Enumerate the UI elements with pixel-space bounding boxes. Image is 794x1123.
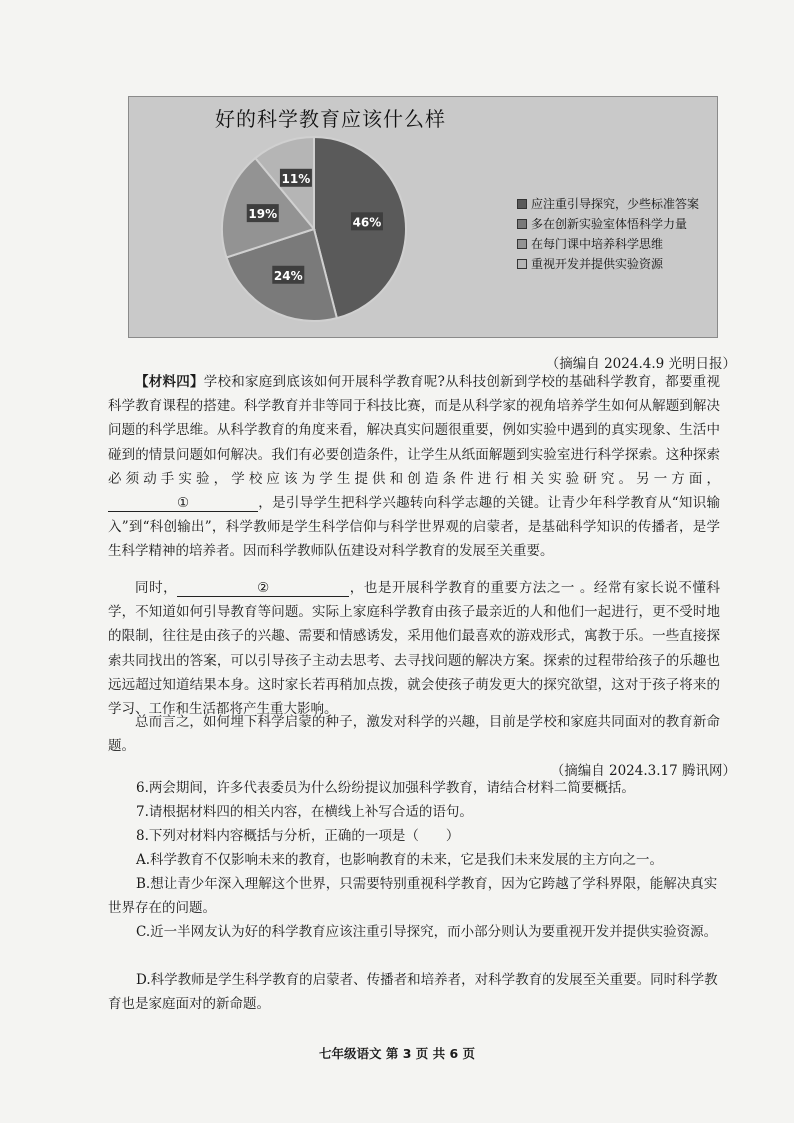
pie-data-label-1: 46% bbox=[352, 215, 382, 230]
legend-swatch-3 bbox=[517, 239, 527, 249]
legend-item-3 bbox=[517, 234, 699, 254]
question-8: 8.下列对材料内容概括与分析，正确的一项是（ ） bbox=[136, 828, 460, 844]
pie-chart bbox=[128, 96, 718, 338]
option-c[interactable]: C.近一半网友认为好的科学教育应该注重引导探究，而小部分则认为要重视开发并提供实验资源。 bbox=[136, 924, 718, 940]
legend-item-4 bbox=[517, 254, 699, 274]
option-b[interactable]: B.想让青少年深入理解这个世界，只需要特别重视科学教育，因为它跨越了学科界限，能解决真实世界存在的问题。 bbox=[108, 876, 718, 917]
legend-item-1 bbox=[517, 194, 699, 214]
material-four-paragraph bbox=[108, 370, 720, 564]
legend-label-1: 应注重引导探究，少些标准答案 bbox=[531, 197, 700, 211]
chart-title: 好的科学教育应该什么样 bbox=[215, 107, 446, 131]
para2-text-1: 同时， bbox=[135, 580, 178, 596]
fill-blank-1[interactable]: ① bbox=[108, 495, 258, 512]
legend-label-3: 在每门课中培养科学思维 bbox=[531, 237, 664, 251]
option-d[interactable]: D.科学教师是学生科学教育的启蒙者、传播者和培养者，对科学教育的发展至关重要。同时科学教育也是家庭面对的新命题。 bbox=[108, 972, 718, 1013]
legend-swatch-1 bbox=[517, 199, 527, 209]
pie-data-label-3: 19% bbox=[248, 207, 278, 222]
pie-data-label-4: 11% bbox=[281, 171, 311, 186]
paragraph-three: 总而言之，如何埋下科学启蒙的种子，激发对科学的兴趣，目前是学校和家庭共同面对的教育新命题。 bbox=[108, 714, 720, 755]
fill-blank-2[interactable]: ② bbox=[177, 580, 349, 597]
para2-text-2: ，也是开展科学教育的重要方法之一 。经常有家长说不懂科学，不知道如何引导教育等问题。实际上家庭科学教育由孩子最亲近的人和他们一起进行，更不受时地的限制，往往是由孩子的兴趣、需要和情感诱发，采用他们最喜欢的游戏形式，寓教于乐。一些直接探索共同找出的答案，可以引导孩子主动去思考、去寻找问题的解决方案。探索的过程带给孩子的乐趣也远远超过知道结果本身。这时家长若再稍加点拨，就会使孩子萌发更大的探究欲望，这对于孩子将来的学习、工作和生活都将产生重大影响。 bbox=[108, 580, 721, 718]
page-footer: 七年级语文 第 3 页 共 6 页 bbox=[318, 1046, 475, 1061]
material-label: 【材料四】 bbox=[135, 374, 204, 390]
option-a[interactable]: A.科学教育不仅影响未来的教育，也影响教育的未来，它是我们未来发展的主方向之一。 bbox=[136, 852, 664, 868]
legend-swatch-2 bbox=[517, 219, 527, 229]
legend-label-2: 多在创新实验室体悟科学力量 bbox=[531, 217, 688, 231]
paragraph-two bbox=[108, 576, 720, 721]
legend-item-2 bbox=[517, 214, 699, 234]
material-text-2: ，是引导学生把科学兴趣转向科学志趣的关键。让青少年科学教育从“知识输入”到“科创输出”，科学教师是学生科学信仰与科学世界观的启蒙者，是基础科学知识的传播者，是学生科学精神的培养者。因而科学教师队伍建设对科学教育的发展至关重要。 bbox=[108, 495, 720, 560]
source-citation-2: （摘编自 2024.3.17 腾讯网） bbox=[550, 763, 736, 779]
pie-data-label-2: 24% bbox=[273, 268, 303, 283]
question-6: 6.两会期间，许多代表委员为什么纷纷提议加强科学教育，请结合材料二简要概括。 bbox=[136, 780, 635, 796]
source-citation-1: （摘编自 2024.4.9 光明日报） bbox=[545, 356, 736, 372]
question-7: 7.请根据材料四的相关内容，在横线上补写合适的语句。 bbox=[136, 804, 473, 820]
material-text-1: 学校和家庭到底该如何开展科学教育呢?从科技创新到学校的基础科学教育，都要重视科学教育课程的搭建。科学教育并非等同于科技比赛，而是从科学家的视角培养学生如何从解题到解决问题的科学思维。从科学教育的角度来看，解决真实问题很重要，例如实验中遇到的真实现象、生活中碰到的情景问题如何解决。我们有必要创造条件，让学生从纸面解题到实验室进行科学探索。这种探索必须动手实验，学校应该为学生提供和创造条件进行相关实验研究。另一方面， bbox=[108, 374, 720, 487]
legend-label-4: 重视开发并提供实验资源 bbox=[531, 257, 664, 271]
legend-swatch-4 bbox=[517, 259, 527, 269]
chart-legend bbox=[517, 194, 699, 274]
